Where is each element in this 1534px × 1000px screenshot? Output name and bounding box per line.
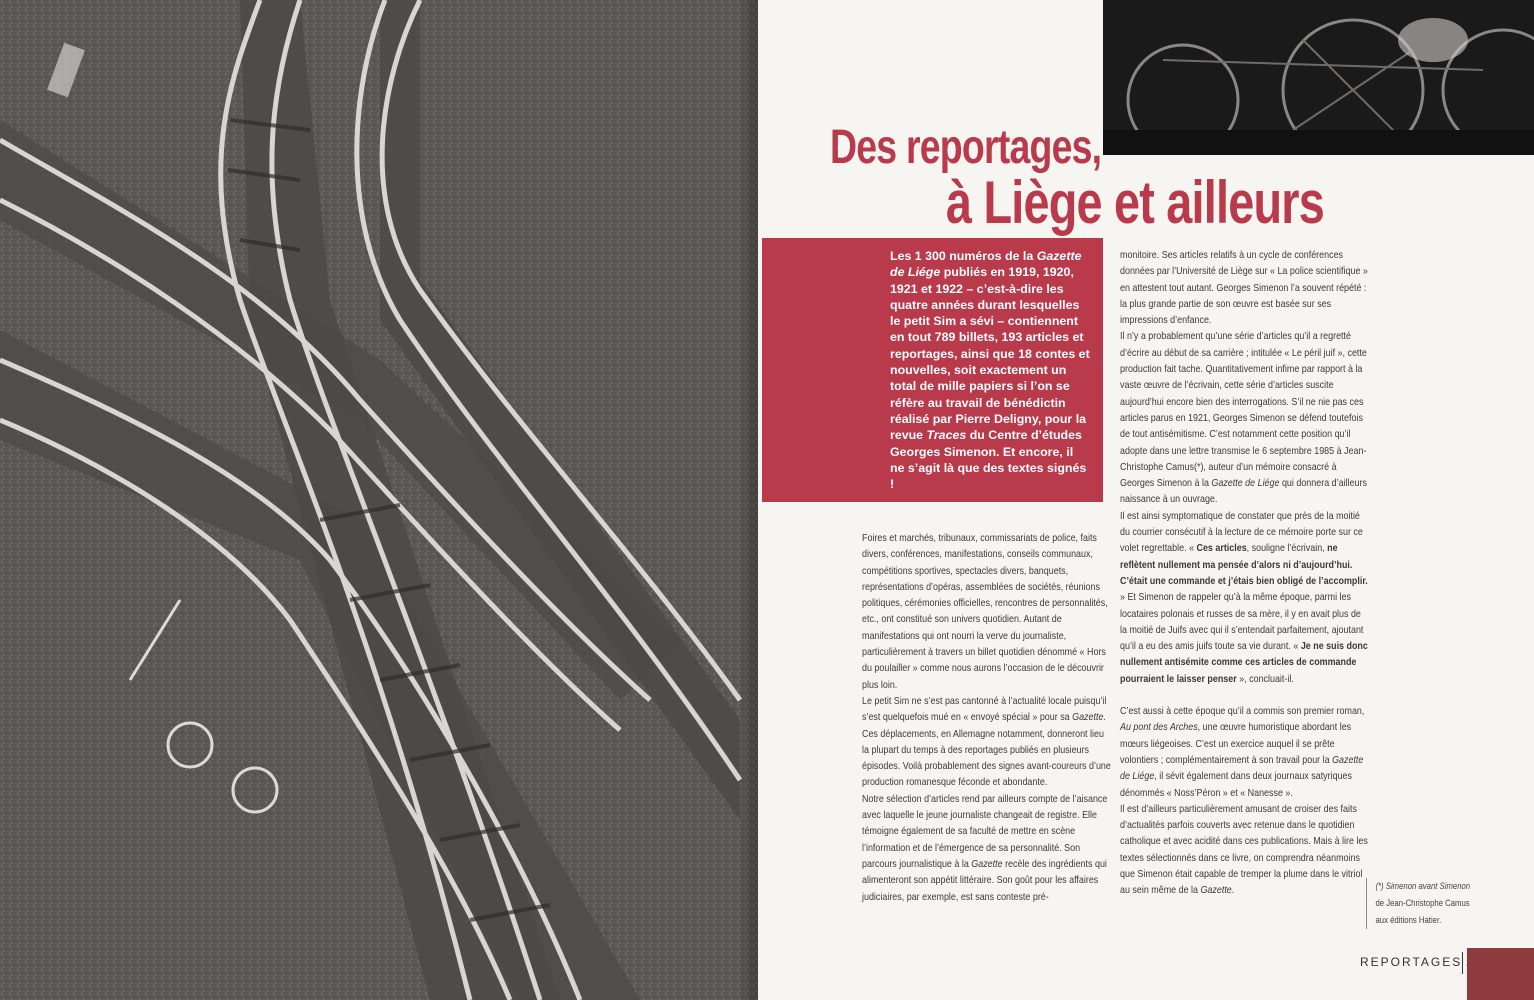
text-run: publiés en 1919, 1920, 1921 et 1922 – c’est-à-dire les quatre années durant lesquelles le petit Sim a sévi – contiennent en tout 789 billets, 193 articles et reportages, ainsi que 18 contes et nouvelles, soit exactement un total de mille papiers si l’on se réfère au travail de bénédictin réalisé par Pierre Deligny, pour la revue — [890, 265, 1090, 443]
article-paragraph — [1120, 329, 1369, 508]
page-title-line-1: Des reportages, — [830, 121, 1102, 174]
text-run: , une œuvre humoristique abordant les mœurs liégeoises. C’est un exercice auquel il se prête volontiers ; complémentairement à son travail pour la — [1120, 722, 1352, 766]
text-run: Gazette de Liége — [1120, 754, 1364, 783]
text-run: Foires et marchés, tribunaux, commissariats de police, faits divers, conférences, manifestations, conseils communaux, compétitions sportives, spectacles divers, banquets, représentations d’opéras, assemblées de sociétés, réunions politiques, cérémonies officielles, rencontres de personnalités, etc., ont constitué son univers quotidien. Autant de manifestations qui ont nourri la verve du journaliste, particulièrement à travers un billet quotidien dénommé « Hors du poulailler » comme nous aurons l’occasion de le découvrir plus loin. — [862, 533, 1108, 691]
article-paragraph — [1120, 248, 1369, 329]
text-run: Ces articles — [1196, 543, 1247, 555]
footnote-title: (*) Simenon avant Simenon — [1375, 881, 1471, 891]
text-run: Il est d’ailleurs particulièrement amusant de croiser des faits d’actualités parfois couverts avec retenue dans le quotidien catholique et avec acidité dans ces publications. Mais à lire les textes sélectionnés dans ce livre, on comprendra néanmoins que Simenon était capable de tremper la plume dans le vitriol au sein même de la — [1120, 803, 1368, 897]
text-run: , il sévit également dans deux journaux satyriques dénommés « Noss’Péron » et « Nanesse ». — [1120, 771, 1352, 799]
text-run: Les 1 300 numéros de la — [890, 249, 1037, 263]
text-run: Gazette — [1200, 885, 1232, 897]
text-run: qui donnera d’ailleurs naissance à un ouvrage. — [1120, 478, 1367, 506]
article-paragraph — [1120, 704, 1369, 802]
corner-photo-tab — [1467, 948, 1534, 1000]
article-column-2 — [1120, 248, 1369, 900]
intro-paragraph — [890, 248, 1090, 492]
text-run: . — [1231, 885, 1235, 897]
text-run: C’est aussi à cette époque qu’il a commis son premier roman, — [1120, 706, 1365, 718]
footnote-line-3: aux éditions Hatier. — [1375, 915, 1442, 925]
text-run: » Et Simenon de rappeler qu’à la même époque, parmi les locataires polonais et russes de sa mère, il y en avait plus de la moitié de Juifs avec qui il s’entendait parfaitement, ajoutant qu’il a eu des amis juifs toute sa vie durant. « — [1120, 592, 1364, 653]
text-run: , souligne l’écrivain, — [1246, 543, 1328, 555]
text-run: du Centre d’études Georges Simenon. Et encore, il ne s’agit là que des textes signés ! — [890, 428, 1087, 492]
text-run: Gazette de Liége — [1211, 478, 1280, 490]
text-run: . Ces déplacements, en Allemagne notamment, donneront lieu la plupart du temps à des reportages publiés en plusieurs épisodes. Voilà probablement des signes avant-coureurs d’une production romanesque féconde et abondante. — [862, 712, 1111, 789]
article-paragraph — [862, 694, 1111, 792]
page-title-line-2: à Liège et ailleurs — [946, 169, 1324, 236]
railway-tracks-illustration — [0, 0, 758, 1000]
text-run: monitoire. Ses articles relatifs à un cycle de conférences données par l’Université de Liège sur « La police scientifique » en attestent tout autant. Georges Simenon l’a souvent répété : la plus grande partie de son œuvre est basée sur ses impressions d’enfance. — [1120, 250, 1368, 327]
article-paragraph — [862, 792, 1111, 906]
railway-tracks-photo — [0, 0, 758, 1000]
text-run: recèle des ingrédients qui alimenteront son appétit littéraire. Son goût pour les affaires judiciaires, par exemple, est sans conteste pré- — [862, 858, 1107, 903]
text-run: Gazette — [971, 858, 1003, 870]
text-run: Gazette de Liége — [890, 249, 1082, 280]
text-run: Gazette — [1072, 712, 1104, 724]
text-run: ne reflètent nullement ma pensée d’alors ni d’aujourd’hui. C’était une commande et j’étais bien obligé de l’accomplir. — [1120, 543, 1368, 587]
footer-section-label: REPORTAGES — [1360, 955, 1463, 969]
text-run: Traces — [926, 428, 967, 443]
footnote-line-2: de Jean-Christophe Camus — [1375, 898, 1470, 908]
article-column-1 — [862, 531, 1111, 906]
text-run: », concluait-il. — [1236, 673, 1294, 685]
text-run: Notre sélection d’articles rend par ailleurs compte de l’aisance avec laquelle le jeune journaliste changeait de registre. Elle témoigne également de sa faculté de mettre en scène l’information et de l’émergence de sa personnalité. Son parcours journalistique à la — [862, 793, 1108, 870]
text-run: Il est ainsi symptomatique de constater que près de la moitié du courrier consécutif à la lecture de ce mémoire porte sur ce volet regrettable. « — [1120, 510, 1363, 555]
text-run: Il n’y a probablement qu’une série d’articles qu’il a regretté d’écrire au début de sa carrière ; intitulée « Le péril juif », cette production fait tache. Quantitativement infime par rapport à la vaste œuvre de l’écrivain, cette série d’articles suscite aujourd’hui encore bien des interrogations. S’il ne nie pas ces articles parus en 1921, Georges Simenon se défend toutefois de tout antisémitisme. C’est notamment cette position qu’il adopte dans une lettre transmise le 6 septembre 1985 à Jean-Christophe Camus(*), auteur d’un mémoire consacré à Georges Simenon à la — [1120, 331, 1367, 490]
article-paragraph — [1120, 802, 1369, 900]
footnote — [1366, 878, 1496, 929]
text-run: Le petit Sim ne s’est pas cantonné à l’actualité locale puisqu’il s’est quelquefois mué en « envoyé spécial » pour sa — [862, 695, 1107, 724]
article-paragraph — [862, 531, 1111, 694]
text-run: Je ne suis donc nullement antisémite comme ces articles de commande pourraient le laisser penser — [1120, 641, 1368, 685]
article-paragraph — [1120, 509, 1369, 688]
locomotive-wheels-illustration — [1103, 0, 1534, 155]
footer-divider — [1462, 952, 1463, 974]
steam-locomotive-photo — [1103, 0, 1534, 155]
text-run: Au pont des Arches — [1120, 722, 1198, 734]
